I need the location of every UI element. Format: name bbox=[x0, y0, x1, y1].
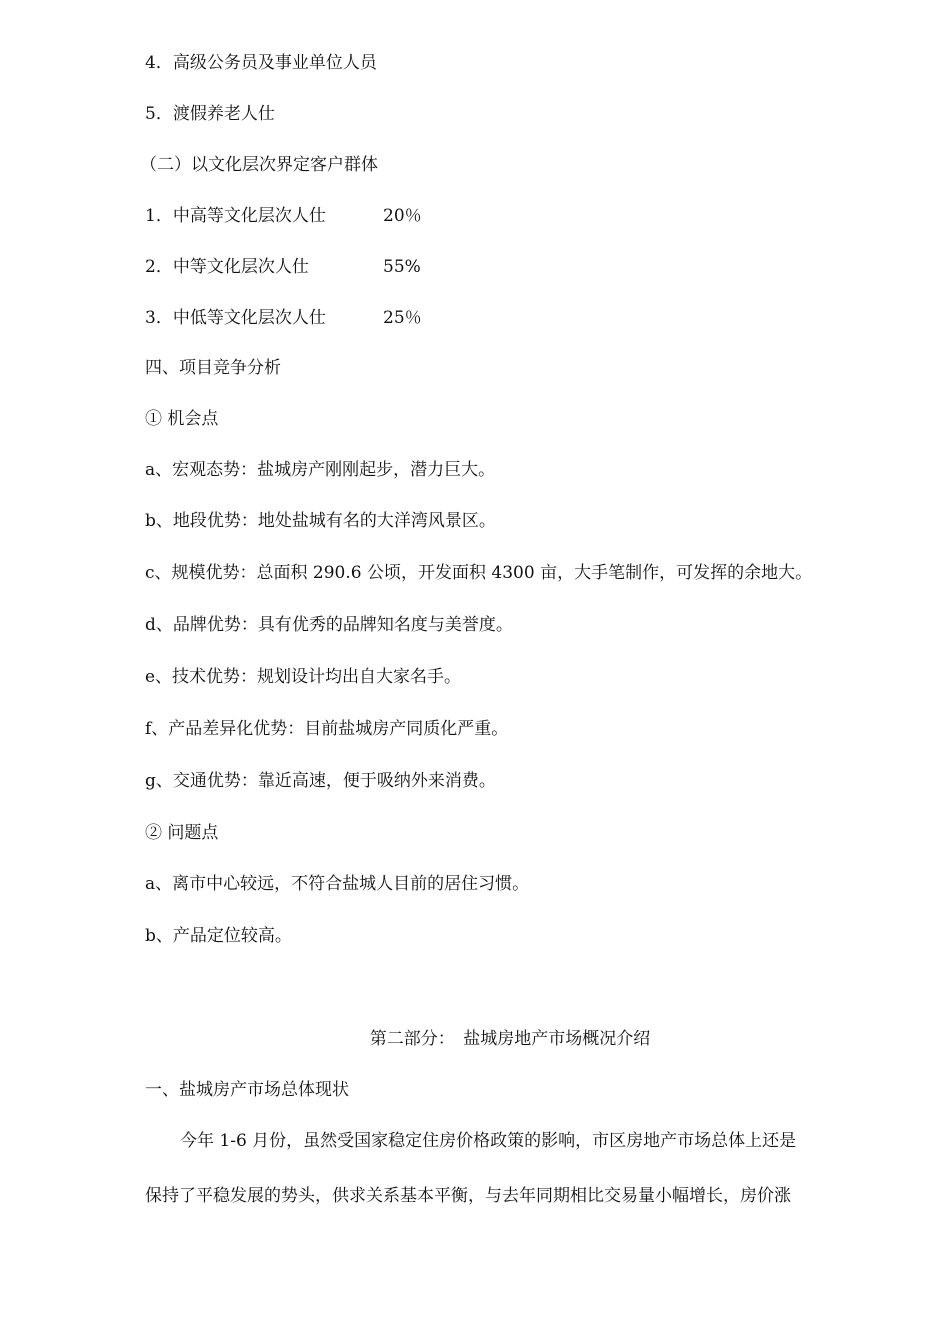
opportunity-scale: c、规模优势：总面积 290.6 公顷，开发面积 4300 亩，大手笔制作，可发挥的余地大。 bbox=[145, 563, 813, 583]
list-item-retirees: 5．渡假养老人仕 bbox=[145, 104, 275, 124]
opportunity-transport: g、交通优势：靠近高速，便于吸纳外来消费。 bbox=[145, 771, 496, 791]
paragraph-line-2: 保持了平稳发展的势头，供求关系基本平衡，与去年同期相比交易量小幅增长，房价涨 bbox=[145, 1186, 791, 1206]
paragraph-line-1: 今年 1-6 月份，虽然受国家稳定住房价格政策的影响，市区房地产市场总体上还是 bbox=[180, 1131, 797, 1151]
percentage-higher-education: 20％ bbox=[383, 206, 422, 226]
opportunity-location: b、地段优势：地处盐城有名的大洋湾风景区。 bbox=[145, 511, 496, 531]
list-item-middle-education: 2．中等文化层次人仕 bbox=[145, 257, 309, 277]
heading-problems: ② 问题点 bbox=[145, 823, 219, 843]
list-item-civil-servants: 4．高级公务员及事业单位人员 bbox=[145, 53, 377, 73]
opportunity-differentiation: f、产品差异化优势：目前盐城房产同质化严重。 bbox=[145, 719, 509, 739]
opportunity-technology: e、技术优势：规划设计均出自大家名手。 bbox=[145, 667, 462, 687]
subheading-education-groups: （二）以文化层次界定客户群体 bbox=[140, 155, 378, 175]
opportunity-macro-trend: a、宏观态势：盐城房产刚刚起步，潜力巨大。 bbox=[145, 460, 496, 480]
heading-competition-analysis: 四、项目竞争分析 bbox=[145, 358, 281, 378]
opportunity-brand: d、品牌优势：具有优秀的品牌知名度与美誉度。 bbox=[145, 615, 513, 635]
heading-opportunities: ① 机会点 bbox=[145, 409, 219, 429]
problem-distance: a、离市中心较远，不符合盐城人目前的居住习惯。 bbox=[145, 874, 530, 894]
list-item-lower-education: 3．中低等文化层次人仕 bbox=[145, 308, 326, 328]
percentage-middle-education: 55% bbox=[383, 257, 421, 277]
problem-positioning: b、产品定位较高。 bbox=[145, 926, 292, 946]
heading-market-overview: 一、盐城房产市场总体现状 bbox=[145, 1080, 349, 1100]
section-title: 第二部分： 盐城房地产市场概况介绍 bbox=[369, 1029, 651, 1049]
percentage-lower-education: 25％ bbox=[383, 308, 422, 328]
list-item-higher-education: 1．中高等文化层次人仕 bbox=[145, 206, 326, 226]
